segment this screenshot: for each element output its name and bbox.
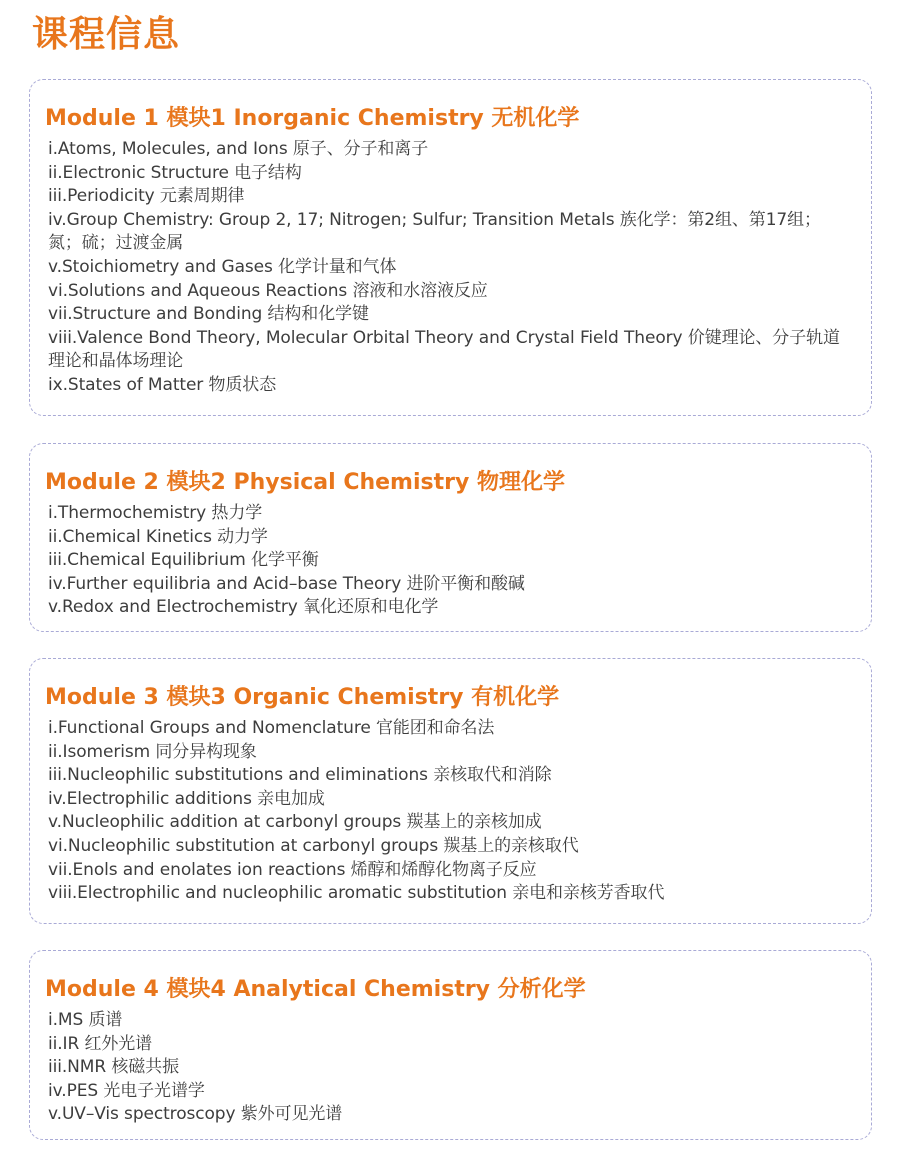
list-item: v.Stoichiometry and Gases 化学计量和气体 <box>48 256 397 277</box>
topic-list <box>48 502 851 620</box>
module-heading: Module 3 模块3 Organic Chemistry 有机化学 <box>45 685 560 710</box>
list-item: iii.Chemical Equilibrium 化学平衡 <box>48 550 319 571</box>
list-item: v.Nucleophilic addition at carbonyl groups 羰基上的亲核加成 <box>48 812 542 833</box>
list-item: iii.NMR 核磁共振 <box>48 1057 179 1078</box>
list-item: ii.IR 红外光谱 <box>48 1033 153 1054</box>
list-item: i.Thermochemistry 热力学 <box>48 503 263 523</box>
list-item: vi.Solutions and Aqueous Reactions 溶液和水溶液反应 <box>48 280 488 301</box>
list-item: iv.Group Chemistry: Group 2, 17; Nitrogen; Sulfur; Transition Metals 族化学：第2组、第17组；氮；硫；过渡金属 <box>48 209 821 254</box>
list-item: iii.Periodicity 元素周期律 <box>48 186 245 207</box>
page-title: 课程信息 <box>32 14 181 55</box>
module-heading: Module 1 模块1 Inorganic Chemistry 无机化学 <box>45 106 580 131</box>
module-card-physical <box>29 443 872 632</box>
list-item: iii.Nucleophilic substitutions and eliminations 亲核取代和消除 <box>48 765 552 786</box>
module-heading: Module 2 模块2 Physical Chemistry 物理化学 <box>45 470 565 495</box>
topic-list <box>48 1009 851 1127</box>
list-item: v.UV–Vis spectroscopy 紫外可见光谱 <box>48 1104 343 1125</box>
module-heading: Module 4 模块4 Analytical Chemistry 分析化学 <box>45 977 586 1002</box>
list-item: vii.Enols and enolates ion reactions 烯醇和烯醇化物离子反应 <box>48 859 537 880</box>
list-item: viii.Electrophilic and nucleophilic aromatic substitution 亲电和亲核芳香取代 <box>48 883 665 904</box>
module-card-organic <box>29 658 872 924</box>
list-item: v.Redox and Electrochemistry 氧化还原和电化学 <box>48 597 439 618</box>
list-item: ix.States of Matter 物质状态 <box>48 374 277 395</box>
list-item: ii.Isomerism 同分异构现象 <box>48 741 257 762</box>
list-item: iv.PES 光电子光谱学 <box>48 1080 205 1101</box>
list-item: iv.Electrophilic additions 亲电加成 <box>48 788 325 809</box>
list-item: ii.Chemical Kinetics 动力学 <box>48 526 268 547</box>
list-item: ii.Electronic Structure 电子结构 <box>48 162 302 183</box>
topic-list <box>48 717 851 906</box>
list-item: vi.Nucleophilic substitution at carbonyl groups 羰基上的亲核取代 <box>48 835 579 856</box>
module-card-analytical <box>29 950 872 1140</box>
module-card-inorganic <box>29 79 872 416</box>
list-item: i.Atoms, Molecules, and Ions 原子、分子和离子 <box>48 139 429 159</box>
list-item: i.Functional Groups and Nomenclature 官能团和命名法 <box>48 718 495 738</box>
list-item: i.MS 质谱 <box>48 1010 123 1030</box>
list-item: viii.Valence Bond Theory, Molecular Orbital Theory and Crystal Field Theory 价键理论、分子轨道理论和晶体场理论 <box>48 327 840 372</box>
list-item: iv.Further equilibria and Acid–base Theory 进阶平衡和酸碱 <box>48 573 525 594</box>
topic-list <box>48 138 851 398</box>
list-item: vii.Structure and Bonding 结构和化学键 <box>48 304 369 325</box>
